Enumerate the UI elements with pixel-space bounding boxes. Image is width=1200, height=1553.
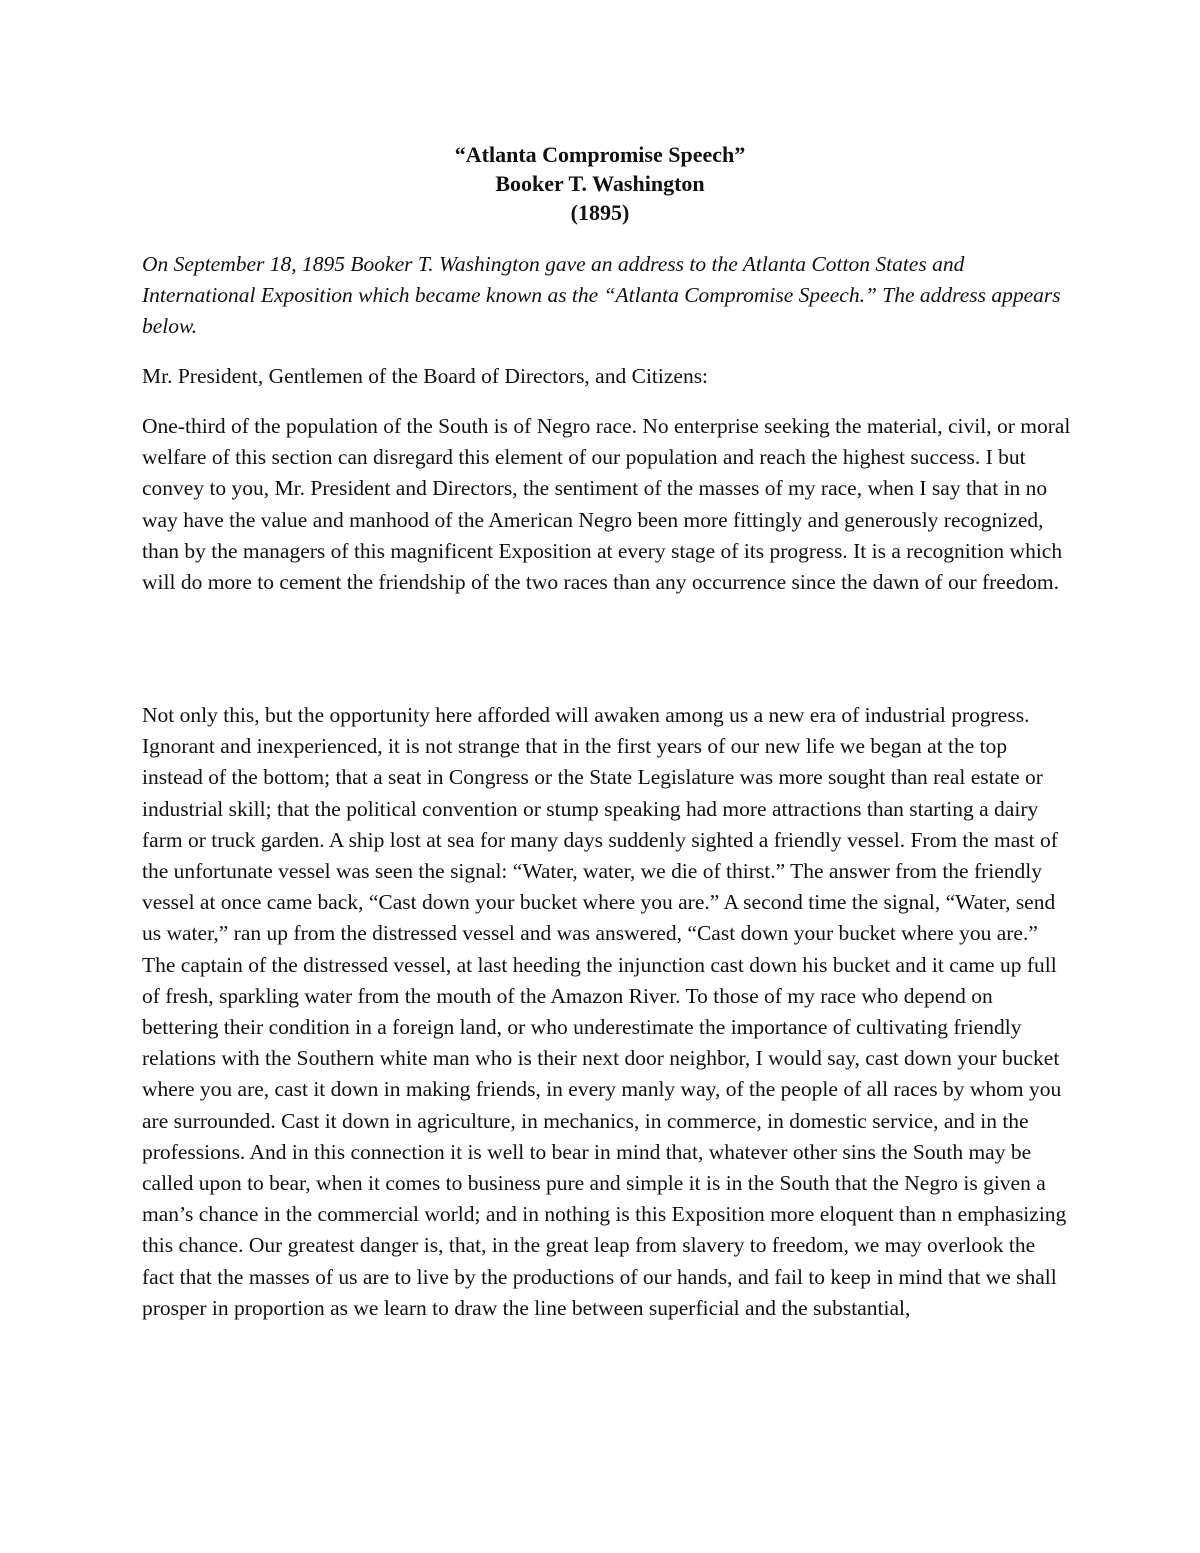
document-title: “Atlanta Compromise Speech” [454,142,746,167]
body-paragraph-2: Not only this, but the opportunity here afforded will awaken among us a new era of industrial progress. Ignorant and inexperienced, it is not strange that in the first years of our new life we began at the top instead of the bottom; that a seat in Congress or the State Legislature was more sought than real estate or industrial skill; that the political convention or stump speaking had more attractions than starting a dairy farm or truck garden. A ship lost at sea for many days suddenly sighted a friendly vessel. From the mast of the unfortunate vessel was seen the signal: “Water, water, we die of thirst.” The answer from the friendly vessel at once came back, “Cast down your bucket where you are.” A second time the signal, “Water, send us water,” ran up from the distressed vessel and was answered, “Cast down your bucket where you are.” The captain of the distressed vessel, at last heeding the injunction cast down his bucket and it came up full of fresh, sparkling water from the mouth of the Amazon River. To those of my race who depend on bettering their condition in a foreign land, or who underestimate the importance of cultivating friendly relations with the Southern white man who is their next door neighbor, I would say, cast down your bucket where you are, cast it down in making friends, in every manly way, of the people of all races by whom you are surrounded. Cast it down in agriculture, in mechanics, in commerce, in domestic service, and in the professions. And in this connection it is well to bear in mind that, whatever other sins the South may be called upon to bear, when it comes to business pure and simple it is in the South that the Negro is given a man’s chance in the commercial world; and in nothing is this Exposition more eloquent than n emphasizing this chance. Our greatest danger is, that, in the great leap from slavery to freedom, we may overlook the fact that the masses of us are to live by the productions of our hands, and fail to keep in mind that we shall prosper in proportion as we learn to draw the line between superficial and the substantial, [142,703,1067,1320]
document-year: (1895) [570,200,630,225]
salutation: Mr. President, Gentlemen of the Board of Directors, and Citizens: [142,364,709,388]
title-block [0,140,1200,227]
intro-paragraph: On September 18, 1895 Booker T. Washington gave an address to the Atlanta Cotton States and International Exposition which became known as the “Atlanta Compromise Speech.” The address appears below. [142,252,1061,338]
document-author: Booker T. Washington [495,171,705,196]
body-paragraph-1: One-third of the population of the South is of Negro race. No enterprise seeking the material, civil, or moral welfare of this section can disregard this element of our population and reach the highest success. I but convey to you, Mr. President and Directors, the sentiment of the masses of my race, when I say that in no way have the value and manhood of the American Negro been more fittingly and generously recognized, than by the managers of this magnificent Exposition at every stage of its progress. It is a recognition which will do more to cement the friendship of the two races than any occurrence since the dawn of our freedom. [142,414,1071,595]
